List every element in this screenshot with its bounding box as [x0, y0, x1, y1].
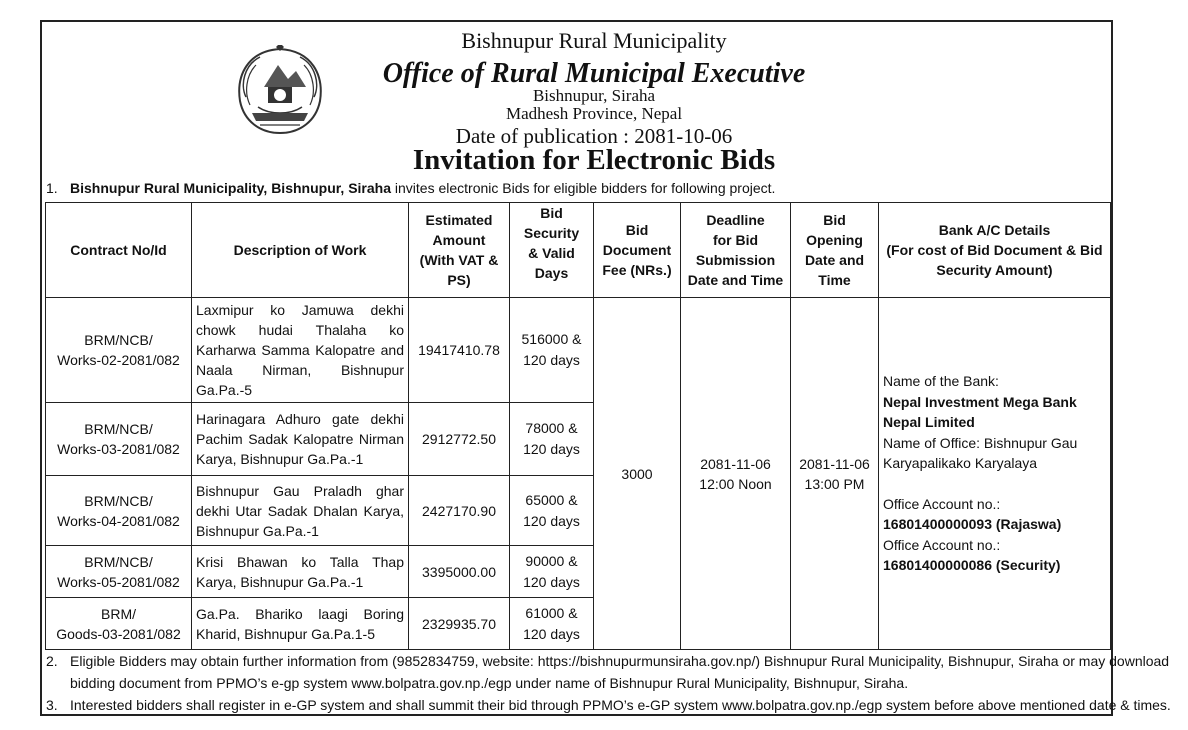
note-3-number: 3. [46, 697, 58, 713]
header-opening-line: Bid [823, 212, 846, 228]
note-2-continuation: bidding document from PPMO’s e-gp system www.bolpatra.gov.np./egp under name of Bishnupur Rural Municipality, Bishnupur, Siraha. [70, 675, 909, 691]
account-number-rajaswa: 16801400000093 (Rajaswa) [883, 516, 1062, 533]
estimated-amount: 3395000.00 [409, 546, 510, 598]
bid-security-line: 65000 & [525, 491, 578, 508]
bid-security-line: 516000 & [521, 331, 582, 347]
bid-security-line: 120 days [523, 352, 580, 368]
header-deadline-line: for Bid [712, 232, 759, 248]
submission-deadline-date: 2081-11-06 [700, 455, 771, 472]
table-header-row [46, 203, 1111, 298]
account-label: Office Account no.: [883, 536, 1001, 553]
municipality-name: Bishnupur Rural Municipality [461, 28, 727, 53]
intro-paragraph [46, 180, 775, 196]
bid-security-line: 120 days [523, 512, 580, 529]
account-number-security: 16801400000086 (Security) [883, 557, 1061, 574]
table-row [46, 298, 1111, 403]
bid-security [510, 598, 594, 650]
header-security-line: & Valid [528, 245, 575, 261]
header-estimated-line: (With VAT & [419, 252, 499, 268]
contract-id-line: BRM/NCB/ [84, 492, 153, 509]
header-bank-line: Bank A/C Details [938, 222, 1051, 238]
estimated-amount: 2427170.90 [409, 476, 510, 546]
bank-name: Nepal Investment Mega Bank [883, 393, 1077, 410]
header-deadline [681, 203, 791, 298]
province: Madhesh Province, Nepal [505, 104, 683, 123]
header-fee [594, 203, 681, 298]
header-security [510, 203, 594, 298]
estimated-amount: 2912772.50 [409, 403, 510, 476]
bid-security-line: 78000 & [525, 420, 578, 436]
header-bank [879, 203, 1111, 298]
header-opening-line: Date and [804, 252, 865, 268]
contract-id [46, 546, 192, 598]
bid-table [45, 202, 1111, 650]
contract-id-line: BRM/NCB/ [84, 421, 153, 437]
note-2-text: Eligible Bidders may obtain further information from (9852834759, website: https://bishnupurmunsiraha.gov.np/) Bishnupur Rural Municipality, Bishnupur, Siraha or may download [70, 653, 1170, 669]
contract-id-line: BRM/NCB/ [84, 332, 153, 348]
submission-deadline [681, 298, 791, 650]
opening-date: 2081-11-06 [799, 455, 870, 472]
bid-security [510, 298, 594, 403]
contract-id-line: Works-05-2081/082 [57, 573, 180, 590]
note-3-text: Interested bidders shall register in e-GP system and shall summit their bid through PPMO’s e-GP system www.bolpatra.gov.np./egp system before above mentioned date & times. [70, 697, 1171, 713]
bank-label: Name of the Bank: [883, 373, 999, 390]
contract-id-line: Works-03-2081/082 [57, 441, 180, 457]
bid-security-line: 61000 & [525, 604, 578, 621]
note-3 [46, 697, 1171, 713]
contract-id [46, 598, 192, 650]
opening-date-time [791, 298, 879, 650]
header-security-line: Days [534, 265, 569, 281]
notice-title: Invitation for Electronic Bids [412, 144, 776, 176]
header-deadline-line: Deadline [706, 212, 765, 228]
estimated-amount: 2329935.70 [409, 598, 510, 650]
office-location: Bishnupur, Siraha [532, 86, 656, 105]
contract-id [46, 476, 192, 546]
contract-id-line: BRM/NCB/ [84, 553, 153, 570]
intro-number: 1. [46, 180, 58, 196]
publication-date: Date of publication : 2081-10-06 [455, 124, 733, 148]
header-deadline-line: Date and Time [687, 272, 784, 288]
header-estimated-line: Estimated [425, 212, 493, 228]
header-opening [791, 203, 879, 298]
work-description: Laxmipur ko Jamuwa dekhi chowk hudai Thalaha ko Karharwa Samma Kalopatre and Naala Nirman, Bishnupur Ga.Pa.-5 [192, 298, 409, 403]
bid-security-line: 120 days [523, 625, 580, 642]
header-opening-line: Time [818, 272, 851, 288]
bank-spacer [883, 474, 1106, 494]
submission-deadline-time: 12:00 Noon [699, 475, 772, 492]
bid-document-fee: 3000 [594, 298, 681, 650]
header-contract: Contract No/Id [46, 203, 192, 298]
contract-id-line: Goods-03-2081/082 [56, 625, 181, 642]
bid-security [510, 403, 594, 476]
header-fee-line: Document [602, 242, 672, 258]
work-description: Harinagara Adhuro gate dekhi Pachim Sadak Kalopatre Nirman Karya, Bishnupur Ga.Pa.-1 [192, 403, 409, 476]
header-fee-line: Fee (NRs.) [602, 262, 672, 278]
contract-id-line: BRM/ [101, 605, 136, 622]
header-estimated-line: PS) [447, 272, 471, 288]
header-estimated [409, 203, 510, 298]
estimated-amount: 19417410.78 [409, 298, 510, 403]
header-bank-line: (For cost of Bid Document & Bid [886, 242, 1103, 258]
header-deadline-line: Submission [695, 252, 776, 268]
contract-id-line: Works-04-2081/082 [57, 512, 180, 529]
header-description: Description of Work [192, 203, 409, 298]
office-name-value: Karyapalikako Karyalaya [883, 455, 1038, 472]
office-name: Office of Rural Municipal Executive [382, 58, 806, 89]
intro-bold: Bishnupur Rural Municipality, Bishnupur, Siraha [70, 180, 391, 196]
header-estimated-line: Amount [432, 232, 486, 248]
bid-security [510, 476, 594, 546]
contract-id [46, 298, 192, 403]
contract-id [46, 403, 192, 476]
header-security-line: Bid [540, 205, 563, 221]
bid-security-line: 120 days [523, 441, 580, 457]
bank-details [879, 298, 1111, 650]
work-description: Bishnupur Gau Praladh ghar dekhi Utar Sadak Dhalan Karya, Bishnupur Ga.Pa.-1 [192, 476, 409, 546]
note-2-number: 2. [46, 653, 58, 669]
opening-time: 13:00 PM [804, 475, 865, 492]
bid-security-line: 120 days [523, 573, 580, 590]
work-description: Ga.Pa. Bhariko laagi Boring Kharid, Bishnupur Ga.Pa.1-5 [192, 598, 409, 650]
intro-text: invites electronic Bids for eligible bidders for following project. [391, 180, 776, 196]
header-security-line: Security [523, 225, 580, 241]
work-description: Krisi Bhawan ko Talla Thap Karya, Bishnupur Ga.Pa.-1 [192, 546, 409, 598]
bank-name: Nepal Limited [883, 414, 975, 431]
bid-security [510, 546, 594, 598]
account-label: Office Account no.: [883, 495, 1001, 512]
bid-security-line: 90000 & [525, 552, 578, 569]
header-bank-line: Security Amount) [936, 262, 1053, 278]
note-2 [46, 653, 1169, 669]
header-fee-line: Bid [625, 222, 649, 238]
header-opening-line: Opening [806, 232, 863, 248]
contract-id-line: Works-02-2081/082 [57, 352, 180, 368]
office-label: Name of Office: Bishnupur Gau [883, 434, 1078, 451]
